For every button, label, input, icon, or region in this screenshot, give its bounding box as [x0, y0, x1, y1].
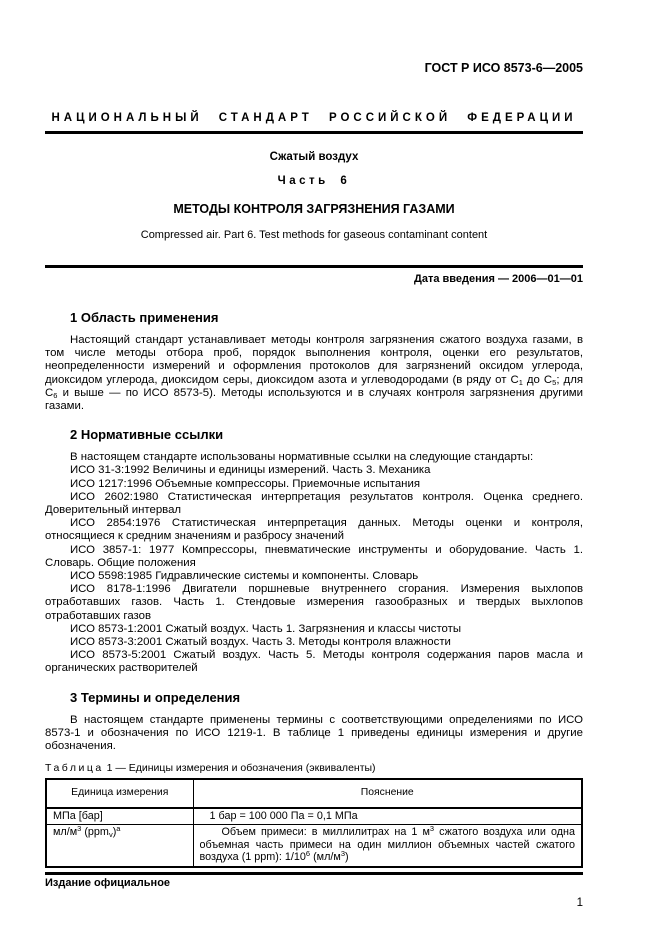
explanation-text: Объем примеси: в миллилитрах на 1 $м^3$ сжатого воздуха или одна объемная часть примеси на один миллион объемных частей сжатого воздуха (1 ppm): $1/10^6$ $(мл/м^3)$: [199, 824, 575, 864]
section-1-heading: 1 Область применения: [70, 310, 219, 325]
reference-item: ИСО 31-3:1992 Величины и единицы измерений. Часть 3. Механика: [70, 464, 431, 477]
table-caption-label: Таблица: [45, 762, 104, 775]
reference-item: ИСО 3857-1: 1977 Компрессоры, пневматические инструменты и оборудование. Часть 1. Словарь. Общие положения: [45, 543, 583, 569]
column-header-explanation: Пояснение: [193, 779, 582, 808]
horizontal-rule-footer: [45, 872, 583, 875]
official-edition-note: Издание официальное: [45, 876, 171, 889]
section-3-heading: 3 Термины и определения: [70, 689, 241, 705]
section-1-paragraph: Настоящий стандарт устанавливает методы контроля загрязнения сжатого воздуха газами, в том числе методы отбора проб, порядок выполнения контроля, оценки его результатов, неопределенности измерений и оформления протоколов для загрязнений оксидом углерода, диоксидом углерода, диоксидом серы, диоксидом азота и углеводородами (в ряду от $С_1$ до $С_5$; для $С_6$ и выше — по ИСО 8573-5). Методы используются и в случаях контроля загрязнения другими газами.: [45, 334, 584, 413]
national-standard-title: НАЦИОНАЛЬНЫЙ СТАНДАРТ РОССИЙСКОЙ ФЕДЕРАЦИИ: [51, 112, 577, 124]
reference-item: ИСО 8573-3:2001 Сжатый воздух. Часть 3. Методы контроля влажности: [70, 636, 451, 649]
section-2-heading: 2 Нормативные ссылки: [70, 427, 224, 443]
reference-item: ИСО 8178-1:1996 Двигатели поршневые внутреннего сгорания. Измерения выхлопов отработавших газов. Часть 1. Стендовые измерения газообразных и твердых выхлопов отработавших газов: [45, 583, 583, 622]
unit-cell: МПа [бар]: [46, 808, 193, 825]
units-table: [45, 778, 583, 868]
references-intro: В настоящем стандарте использованы нормативные ссылки на следующие стандарты:: [70, 451, 534, 464]
standard-title-english: Compressed air. Part 6. Test methods for gaseous contaminant content: [140, 229, 488, 241]
section-3-paragraph: В настоящем стандарте применены термины с соответствующими определениями по ИСО 8573-1 и обозначения по ИСО 1219-1. В таблице 1 приведены единицы измерения и другие обозначения.: [45, 713, 583, 753]
document-code: ГОСТ Р ИСО 8573-6—2005: [424, 61, 583, 75]
reference-item: ИСО 2854:1976 Статистическая интерпретация данных. Методы оценки и контроля, относящиеся к средним значениям и разбросу значений: [45, 517, 583, 543]
table-1-caption: [45, 762, 583, 774]
column-header-unit: Единица измерения: [46, 779, 193, 808]
standard-subject: Сжатый воздух: [269, 151, 359, 163]
reference-item: ИСО 2602:1980 Статистическая интерпретация результатов контроля. Оценка среднего. Доверительный интервал: [45, 490, 583, 517]
page-number: 1: [576, 896, 583, 909]
reference-item: ИСО 8573-1:2001 Сжатый воздух. Часть 1. Загрязнения и классы чистоты: [70, 622, 462, 635]
table-header-row: [46, 779, 582, 808]
reference-item: ИСО 8573-5:2001 Сжатый воздух. Часть 5. Методы контроля содержания паров масла и органических растворителей: [45, 649, 583, 675]
standard-part-label: Часть 6: [277, 175, 351, 187]
standard-title-russian: МЕТОДЫ КОНТРОЛЯ ЗАГРЯЗНЕНИЯ ГАЗАМИ: [173, 202, 455, 216]
normative-references-list: [45, 451, 583, 675]
reference-item: ИСО 5598:1985 Гидравлические системы и компоненты. Словарь: [70, 570, 419, 583]
reference-item: ИСО 1217:1996 Объемные компрессоры. Приемочные испытания: [70, 477, 420, 490]
unit-cell: $мл/м^3$ $(ppm_v)^а$: [46, 825, 193, 867]
table-row: [46, 825, 582, 867]
explanation-text: 1 бар = 100 000 Па = 0,1 МПа: [209, 809, 358, 822]
table-row: [46, 808, 582, 825]
horizontal-rule-middle: [45, 265, 583, 268]
explanation-cell: [193, 825, 582, 867]
horizontal-rule-top: [45, 131, 583, 134]
explanation-cell: [193, 808, 582, 825]
table-caption-text: 1 — Единицы измерения и обозначения (эквиваленты): [106, 762, 376, 775]
introduction-date: Дата введения — 2006—01—01: [414, 273, 583, 285]
